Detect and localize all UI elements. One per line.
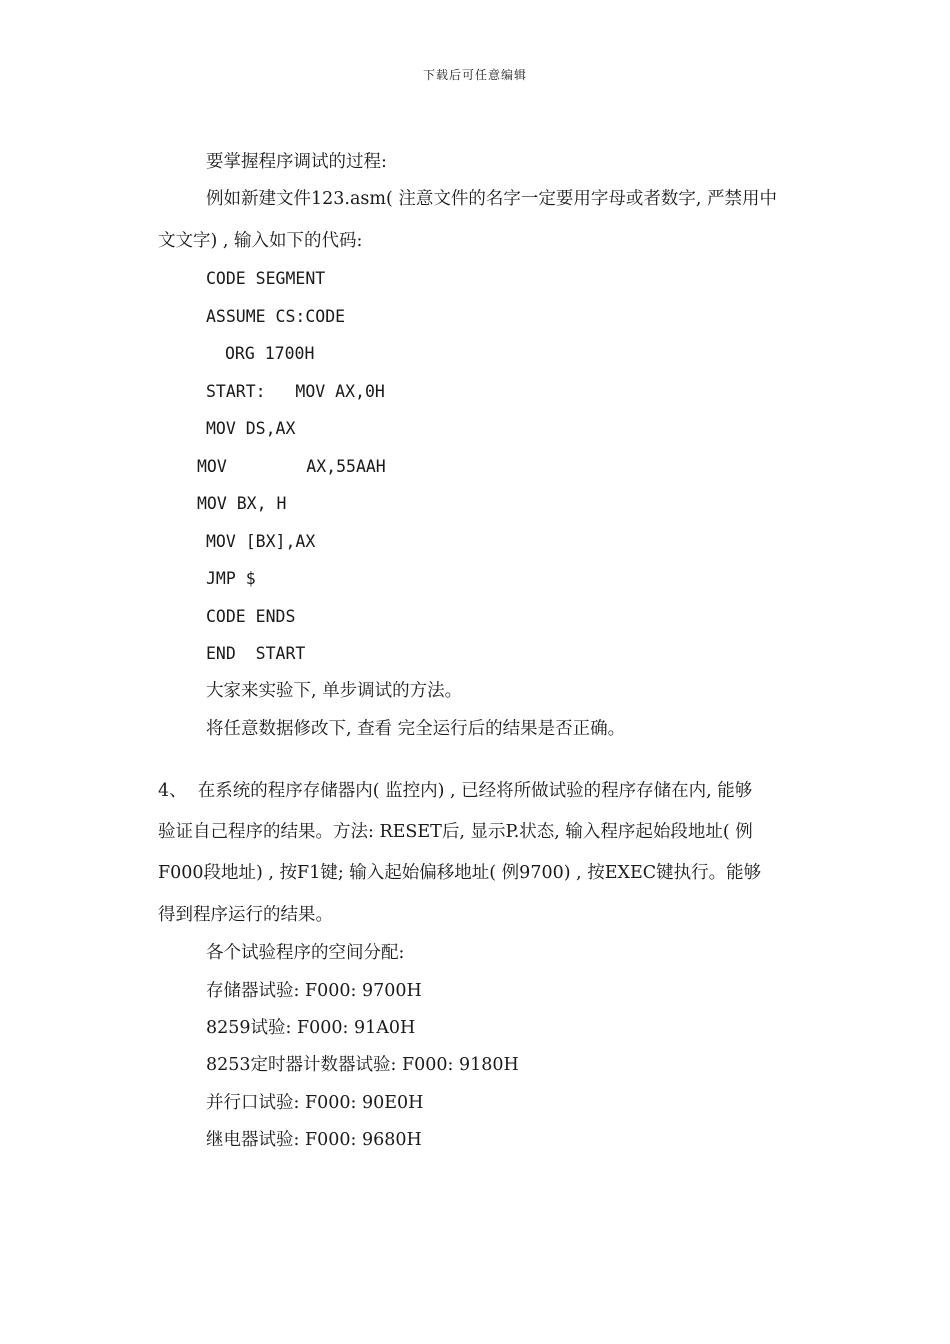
intro-line-2: 例如新建文件123.asm( 注意文件的名字一定要用字母或者数字, 严禁用中 <box>206 189 777 209</box>
after-code-line-2: 将任意数据修改下, 查看 完全运行后的结果是否正确。 <box>206 719 626 739</box>
page-header: 下载后可任意编辑 <box>422 68 527 82</box>
allocation-item: 8259试验: F000: 91A0H <box>206 1018 416 1038</box>
code-line: MOV BX, H <box>197 494 287 513</box>
allocation-item: 继电器试验: F000: 9680H <box>206 1130 422 1150</box>
code-line: END START <box>206 644 306 663</box>
code-line: CODE ENDS <box>206 607 296 626</box>
code-line: CODE SEGMENT <box>206 269 326 288</box>
section4-line-2: 验证自己程序的结果。方法: RESET后, 显示P.状态, 输入程序起始段地址( 例 <box>158 822 753 842</box>
allocation-item: 并行口试验: F000: 90E0H <box>206 1093 424 1113</box>
section4-line-3: F000段地址) , 按F1键; 输入起始偏移地址( 例9700) , 按EXEC键执行。能够 <box>158 863 762 883</box>
section4-line-4: 得到程序运行的结果。 <box>158 905 333 925</box>
code-line: MOV [BX],AX <box>206 532 316 551</box>
allocation-title: 各个试验程序的空间分配: <box>206 943 405 963</box>
intro-line-3: 文文字) , 输入如下的代码: <box>158 231 363 251</box>
code-line: MOV AX,55AAH <box>197 457 386 476</box>
code-line: MOV DS,AX <box>206 419 296 438</box>
section4-line-1: 4、 在系统的程序存储器内( 监控内) , 已经将所做试验的程序存储在内, 能够 <box>158 781 753 801</box>
allocation-item: 8253定时器计数器试验: F000: 9180H <box>206 1055 519 1075</box>
after-code-line-1: 大家来实验下, 单步调试的方法。 <box>206 681 463 701</box>
code-line: JMP $ <box>206 569 256 588</box>
code-line: ORG 1700H <box>225 344 315 363</box>
allocation-item: 存储器试验: F000: 9700H <box>206 981 422 1001</box>
code-line: ASSUME CS:CODE <box>206 307 346 326</box>
intro-line-1: 要掌握程序调试的过程: <box>206 152 387 172</box>
code-line: START: MOV AX,0H <box>206 382 385 401</box>
